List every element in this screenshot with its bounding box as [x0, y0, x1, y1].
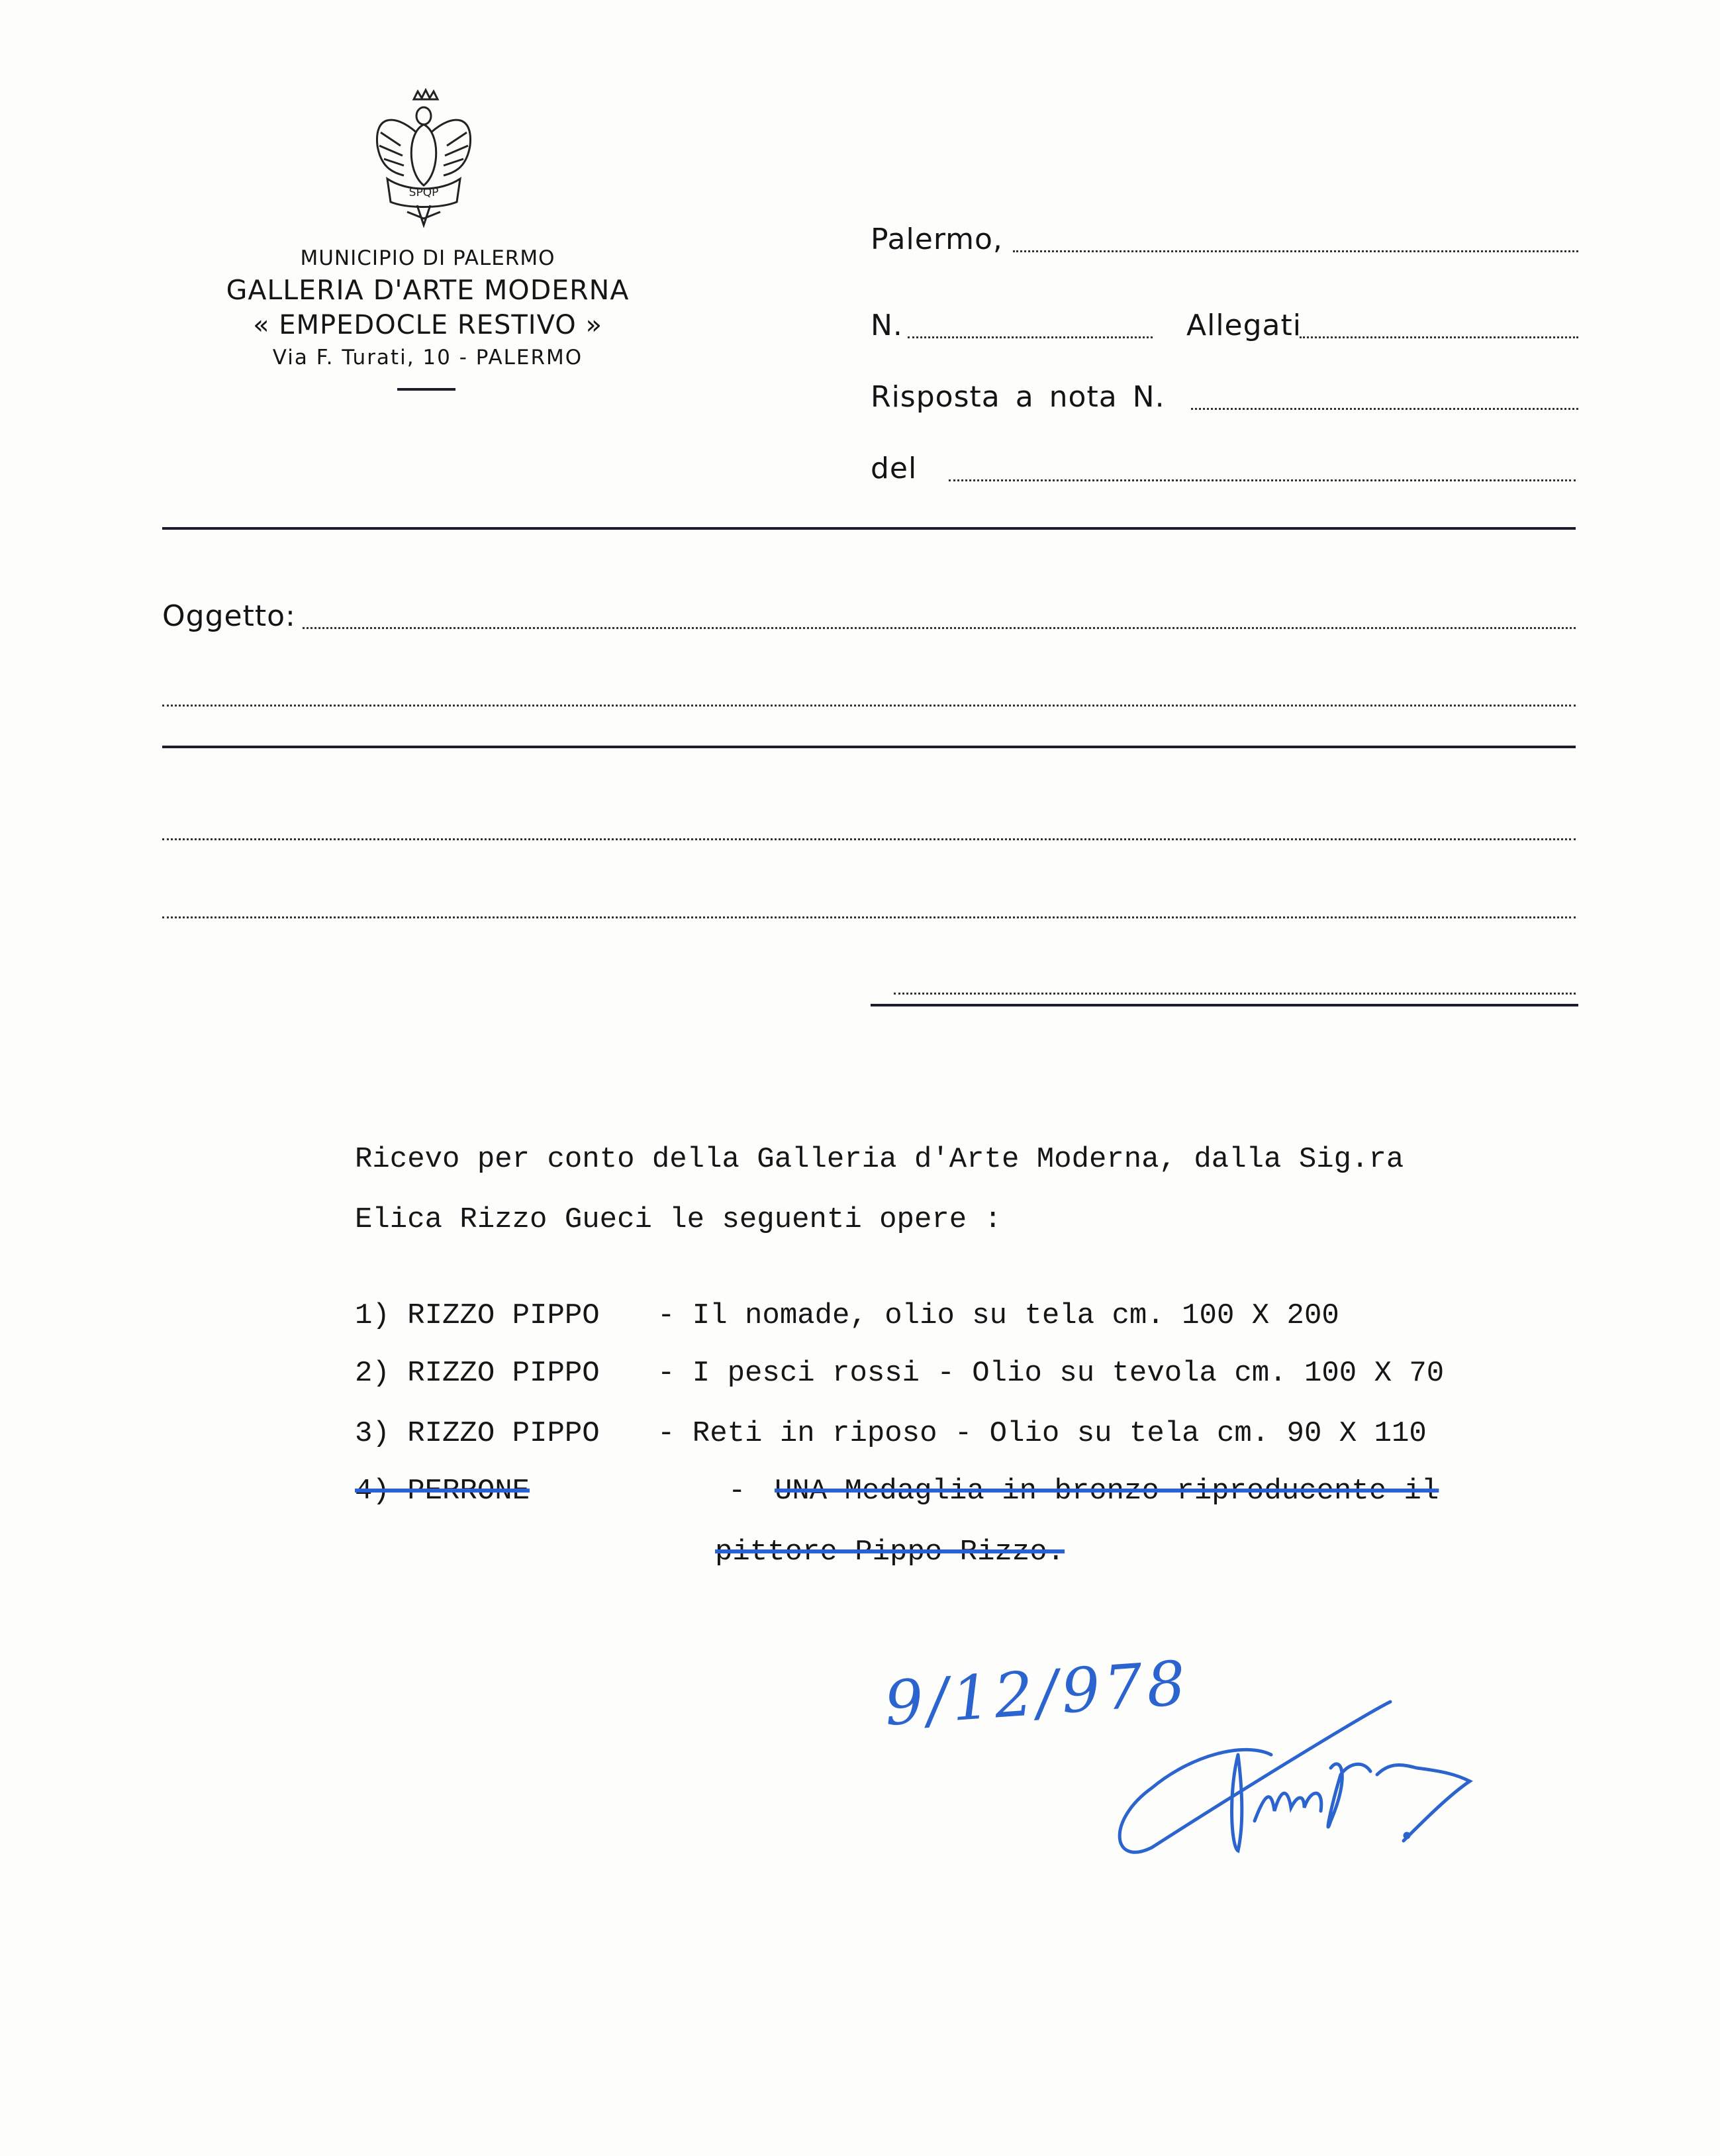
- eagle-emblem-icon: [367, 86, 480, 235]
- letterhead-divider: [397, 388, 455, 391]
- address-line-1[interactable]: [162, 838, 1576, 840]
- risposta-label: Risposta a nota N.: [871, 380, 1165, 414]
- n-field[interactable]: [908, 336, 1153, 338]
- handwritten-date: 9/12/978: [882, 1647, 1192, 1740]
- risposta-field[interactable]: [1191, 408, 1578, 410]
- oggetto-label: Oggetto:: [162, 599, 296, 633]
- svg-text:SPQP: SPQP: [408, 186, 439, 199]
- intro-line-1: Ricevo per conto della Galleria d'Arte Moderna, dalla Sig.ra: [355, 1143, 1404, 1176]
- allegati-field[interactable]: [1300, 336, 1578, 338]
- item-4-artist-struck: 4) PERRONE: [355, 1475, 530, 1508]
- signature: [1112, 1689, 1576, 1861]
- letterhead-empedocle: « EMPEDOCLE RESTIVO »: [253, 310, 602, 340]
- address-divider: [871, 1004, 1578, 1006]
- del-field[interactable]: [949, 479, 1576, 481]
- item-4-desc-struck: UNA Medaglia in bronzo riproducente il: [775, 1475, 1439, 1508]
- oggetto-field[interactable]: [303, 627, 1576, 629]
- letterhead-municipio: MUNICIPIO DI PALERMO: [300, 246, 555, 270]
- allegati-label: Allegati: [1186, 309, 1302, 342]
- item-2-artist: 2) RIZZO PIPPO: [355, 1357, 600, 1390]
- header-divider: [162, 527, 1576, 530]
- address-line-3[interactable]: [894, 993, 1576, 995]
- address-line-2[interactable]: [162, 916, 1576, 918]
- item-4-desc-cont-struck: pittore Pippo Rizzo.: [715, 1536, 1065, 1569]
- item-1-desc: - Il nomade, olio su tela cm. 100 X 200: [657, 1299, 1339, 1332]
- del-label: del: [871, 452, 918, 485]
- intro-line-2: Elica Rizzo Gueci le seguenti opere :: [355, 1203, 1002, 1236]
- oggetto-divider: [162, 746, 1576, 748]
- letterhead-address: Via F. Turati, 10 - PALERMO: [272, 346, 583, 369]
- item-3-artist: 3) RIZZO PIPPO: [355, 1417, 600, 1450]
- item-4-dash: -: [728, 1475, 746, 1508]
- oggetto-field-line2[interactable]: [162, 705, 1576, 707]
- letterhead-galleria: GALLERIA D'ARTE MODERNA: [226, 274, 630, 306]
- item-1-artist: 1) RIZZO PIPPO: [355, 1299, 600, 1332]
- item-2-desc: - I pesci rossi - Olio su tevola cm. 100 X 70: [657, 1357, 1445, 1390]
- palermo-label: Palermo,: [871, 222, 1003, 256]
- item-3-desc: - Reti in riposo - Olio su tela cm. 90 X 110: [657, 1417, 1427, 1450]
- palermo-date-field[interactable]: [1013, 250, 1578, 252]
- n-label: N.: [871, 309, 903, 342]
